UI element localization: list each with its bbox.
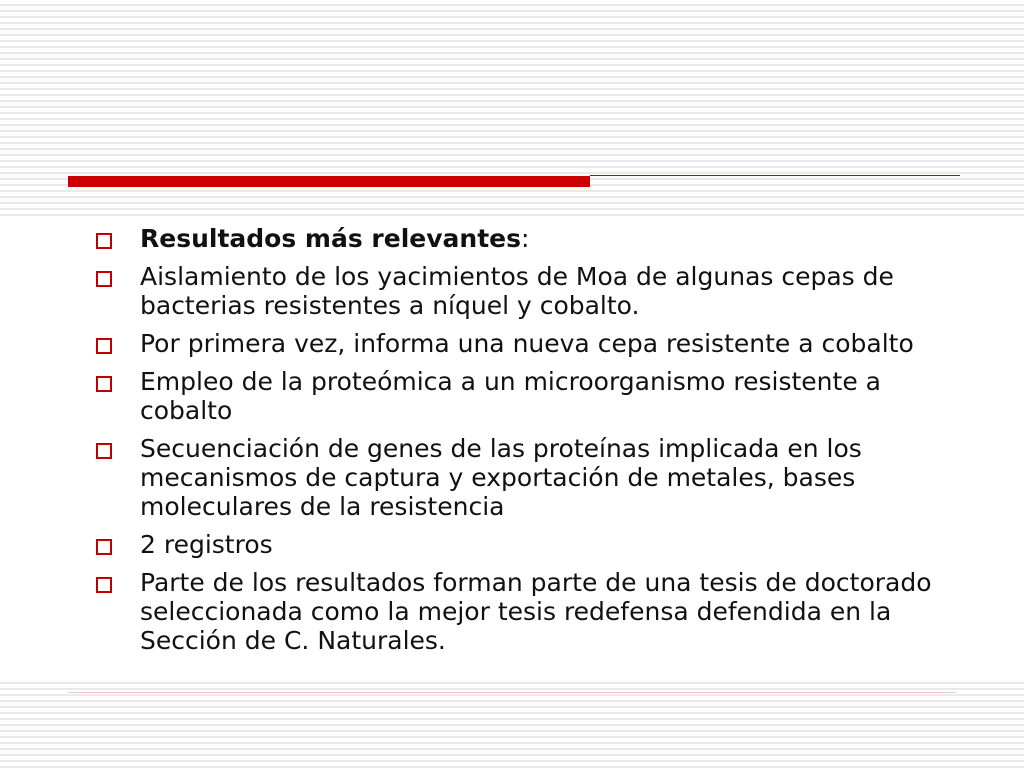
bullet-text: Por primera vez, informa una nueva cepa resistente a cobalto <box>140 329 914 358</box>
bullet-item <box>96 367 976 425</box>
square-bullet-icon <box>96 443 112 459</box>
bullet-item <box>96 530 976 559</box>
square-bullet-icon <box>96 338 112 354</box>
square-bullet-icon <box>96 233 112 249</box>
bullet-item <box>96 434 976 521</box>
square-bullet-icon <box>96 271 112 287</box>
square-bullet-icon <box>96 539 112 555</box>
bullet-item <box>96 262 976 320</box>
bullet-text <box>140 224 976 253</box>
title-accent-line <box>590 175 960 176</box>
bullet-item <box>96 568 976 655</box>
bullet-text: 2 registros <box>140 530 273 559</box>
bullet-plain-text: : <box>521 224 530 253</box>
bullet-text: Aislamiento de los yacimientos de Moa de algunas cepas de bacterias resistentes a níquel y cobalto. <box>140 262 894 320</box>
bullet-bold-text: Resultados más relevantes <box>140 224 521 253</box>
bullet-text: Parte de los resultados forman parte de una tesis de doctorado seleccionada como la mejor tesis redefensa defendida en la Sección de C. Naturales. <box>140 568 932 655</box>
bullet-item <box>96 329 976 358</box>
bullet-item <box>96 224 976 253</box>
square-bullet-icon <box>96 376 112 392</box>
bullet-text: Empleo de la proteómica a un microorganismo resistente a cobalto <box>140 367 881 425</box>
square-bullet-icon <box>96 577 112 593</box>
bullet-text: Secuenciación de genes de las proteínas implicada en los mecanismos de captura y exportación de metales, bases moleculares de la resistencia <box>140 434 862 521</box>
bullet-list <box>96 224 976 664</box>
footer-divider <box>68 692 956 693</box>
title-accent-bar <box>68 176 590 187</box>
